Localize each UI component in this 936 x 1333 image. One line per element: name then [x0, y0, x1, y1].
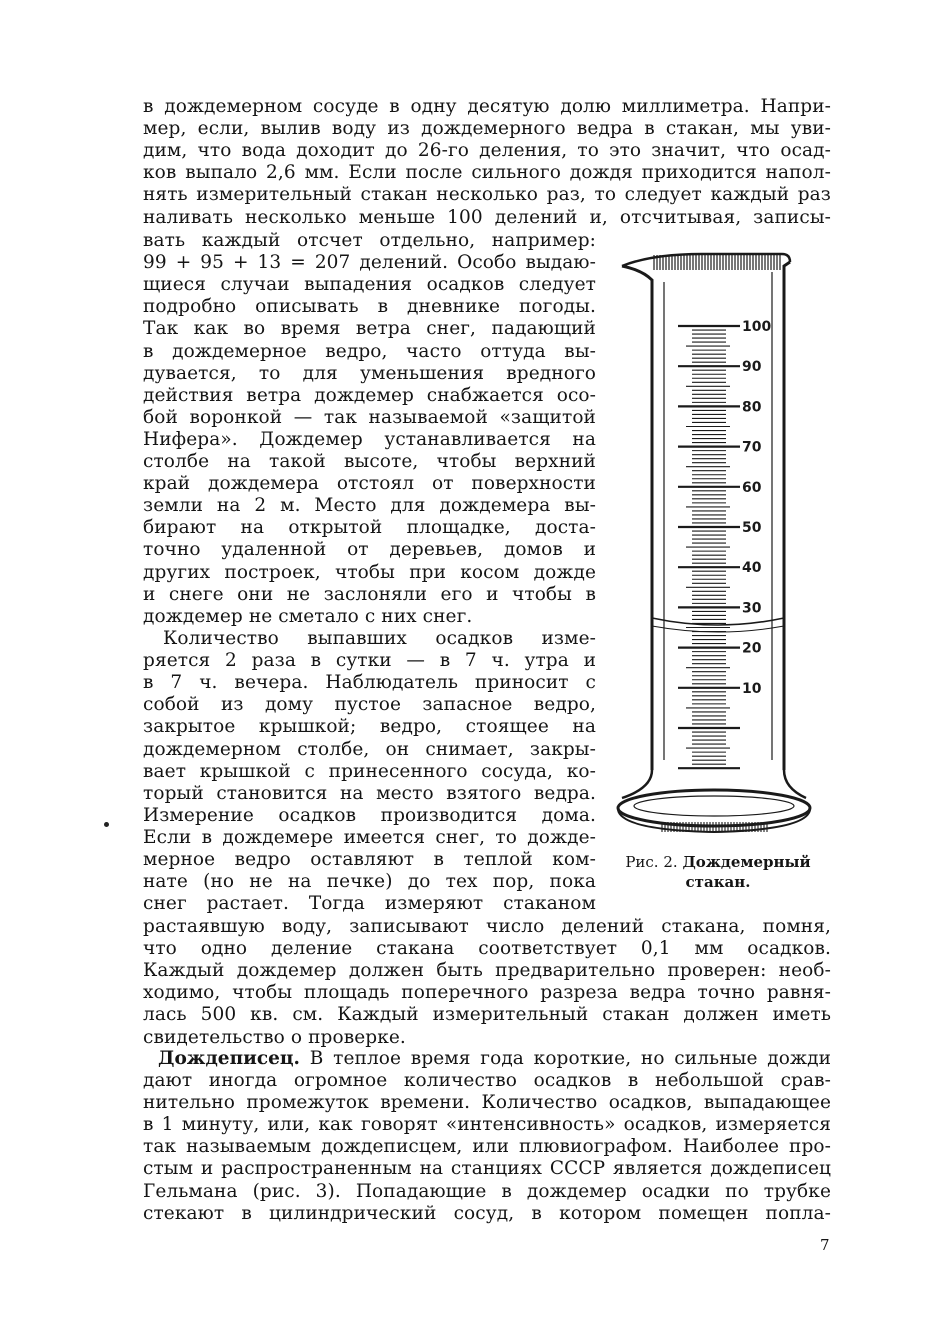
graduated-cylinder-figure — [612, 240, 812, 840]
text-line: бой воронкой — так называемой «защитой — [143, 406, 596, 428]
text-line: щиеся случаи выпадения осадков следует — [143, 274, 596, 296]
text-line: Так как во время ветра снег, падающий — [143, 318, 596, 340]
paragraph-3-first-line — [143, 1048, 831, 1070]
rim-ticks — [654, 255, 780, 270]
scale-label: 70 — [742, 439, 762, 456]
text-line: лась 500 кв. см. Каждый измерительный стакан должен иметь — [143, 1004, 831, 1026]
text-line: ходимо, чтобы площадь поперечного разреза ведра точно равня- — [143, 982, 831, 1004]
text-line: край дождемера отстоял от поверхности — [143, 473, 596, 495]
text-line: наливать несколько меньше 100 делений и, отсчитывая, записы- — [143, 206, 831, 228]
text-line: Гельмана (рис. 3). Попадающие в дождемер осадки по трубке — [143, 1180, 831, 1202]
page-number: 7 — [820, 1236, 830, 1254]
text-line: других построек, чтобы при косом дожде — [143, 561, 596, 583]
scale-label: 90 — [742, 359, 762, 376]
text-line: вает крышкой с принесенного сосуда, ко- — [143, 760, 596, 782]
text-line: что одно деление стакана соответствует 0,1 мм осадков. — [143, 938, 831, 960]
paragraph-3-first-rest: В теплое время года короткие, но сильные дожди — [309, 1048, 832, 1069]
text-line: стекают в цилиндрический сосуд, в котором помещен попла- — [143, 1202, 831, 1224]
figure-caption — [616, 852, 820, 892]
scale-label: 80 — [742, 399, 762, 416]
text-line: мер, если, вылив воду из дождемерного ведра в стакан, мы уви- — [143, 118, 831, 140]
text-line: нительно промежуток времени. Количество осадков, выпадающее — [143, 1092, 831, 1114]
scale-ticks — [678, 326, 740, 768]
figure-caption-line2: стакан. — [685, 873, 751, 891]
text-line: дают иногда огромное количество осадков в небольшой срав- — [143, 1070, 831, 1091]
text-line: Измерение осадков производится дома. — [143, 804, 596, 826]
scale-label: 10 — [742, 680, 762, 697]
text-line: так называемым дождеписцем, или плювиографом. Наиболее про- — [143, 1136, 831, 1158]
scale-label: 20 — [742, 640, 762, 657]
text-line: дождемер не сметало с них снег. — [143, 605, 473, 627]
text-line: нате (но не на печке) до тех пор, пока — [143, 871, 596, 893]
text-line: снег растает. Тогда измеряют стаканом — [143, 893, 596, 915]
text-line: Каждый дождемер должен быть предварительно проверен: необ- — [143, 960, 831, 982]
text-line: действия ветра дождемер снабжается осо- — [143, 384, 596, 406]
text-line: подробно описывать в дневнике погоды. — [143, 296, 596, 318]
figure-caption-prefix: Рис. 2. — [625, 853, 678, 871]
margin-dot — [104, 822, 109, 827]
text-line: ков выпало 2,6 мм. Если после сильного дождя приходится напол- — [143, 162, 831, 184]
scale-label: 60 — [742, 479, 762, 496]
text-line: мерное ведро оставляют в теплой ком- — [143, 849, 596, 870]
text-line: закрытое крышкой; ведро, стоящее на — [143, 716, 596, 738]
figure-caption-line1: Дождемерный — [682, 853, 811, 871]
text-line: бирают на открытой площадке, доста- — [143, 517, 596, 539]
text-line: дим, что вода доходит до 26-го деления, то это значит, что осад- — [143, 140, 831, 162]
text-line: земли на 2 м. Место для дождемера вы- — [143, 495, 596, 517]
text-line: 99 + 95 + 13 = 207 делений. Особо выдаю- — [143, 252, 596, 274]
text-line: Если в дождемере имеется снег, то дожде- — [143, 826, 596, 848]
text-line: дувается, то для уменьшения вредного — [143, 362, 596, 384]
scale-label: 50 — [742, 520, 762, 536]
scale-label: 30 — [742, 600, 762, 617]
text-line: в дождемерное ведро, часто оттуда вы- — [143, 340, 596, 362]
text-line: дождемерном столбе, он снимает, закры- — [143, 738, 596, 760]
text-line: растаявшую воду, записывают число делений стакана, помня, — [143, 916, 831, 937]
text-line: точно удаленной от деревьев, домов и — [143, 539, 596, 561]
text-line: вать каждый отсчет отдельно, например: — [143, 230, 596, 251]
text-line: Количество выпавших осадков изме- — [163, 628, 596, 649]
scale-label: 40 — [742, 560, 762, 577]
text-line: Нифера». Дождемер устанавливается на — [143, 428, 596, 450]
text-line: и снеге они не заслоняли его и чтобы в — [143, 583, 596, 605]
text-line: в дождемерном сосуде в одну десятую долю миллиметра. Напри- — [143, 96, 831, 117]
scale-labels — [742, 319, 771, 697]
paragraph-3-lead: Дождеписец. — [158, 1048, 300, 1069]
text-line: в 7 ч. вечера. Наблюдатель приносит с — [143, 672, 596, 694]
text-line: собой из дому пустое запасное ведро, — [143, 694, 596, 716]
text-line: свидетельство о проверке. — [143, 1026, 406, 1048]
text-line: стым и распространенным на станциях СССР является дождеписец — [143, 1158, 831, 1180]
text-line: в 1 минуту, или, как говорят «интенсивность» осадков, измеряется — [143, 1114, 831, 1136]
text-line: торый становится на место взятого ведра. — [143, 782, 596, 804]
text-line: нять измерительный стакан несколько раз, то следует каждый раз — [143, 184, 831, 206]
scale-label: 100 — [742, 319, 772, 335]
text-line: ряется 2 раза в сутки — в 7 ч. утра и — [143, 650, 596, 672]
text-line: столбе на такой высоте, чтобы верхний — [143, 451, 596, 472]
